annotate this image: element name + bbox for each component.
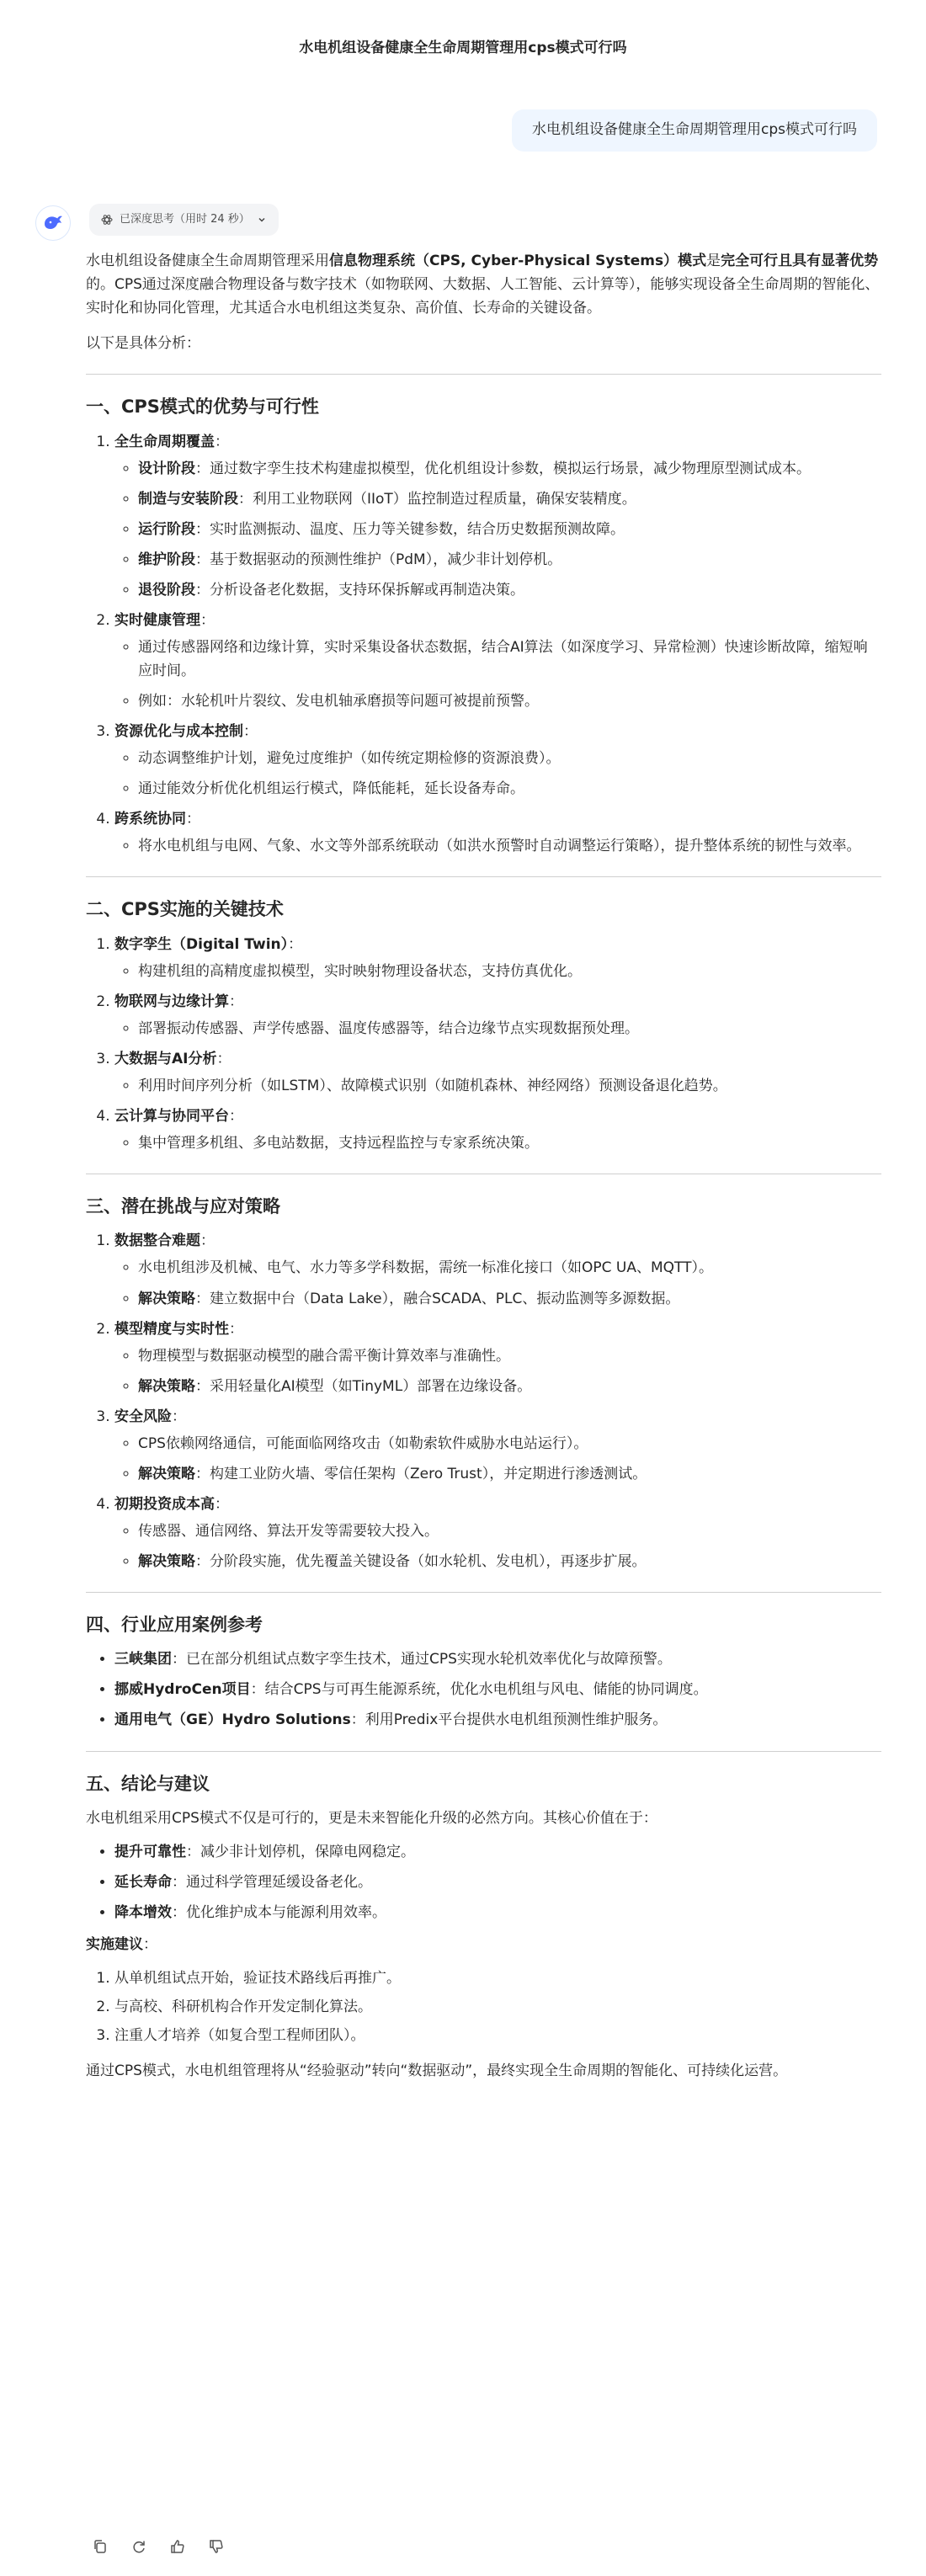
list-item: 1. 全生命周期覆盖： ◦ 设计阶段：通过数字孪生技术构建虚拟模型，优化机组设计参数，模拟运行场景，减少物理原型测试成本。 ◦ 制造与安装阶段：利用工业物联网（IIoT）监控制造过程质量，确保安装精度。 ◦ 运行阶段：实时监测振动、温度、压力等关键参数，结合历史数据预测故障。 ◦ 维护阶段：基于数据驱动的预测性维护（PdM），减少非计划停机。 ◦ 退役阶段：分析设备老化数据，支持环保拆解或再制造决策。 xyxy=(114,430,881,602)
sub-list xyxy=(114,1017,881,1041)
section-heading: 四、行业应用案例参考 xyxy=(86,1615,263,1635)
list-item: • 三峡集团：已在部分机组试点数字孪生技术，通过CPS实现水轮机效率优化与故障预警。 xyxy=(114,1647,881,1671)
sub-list xyxy=(114,636,881,713)
list-item: ◦ 解决策略：建立数据中台（Data Lake），融合SCADA、PLC、振动监测等多源数据。 xyxy=(138,1287,881,1311)
list-item: ◦ 利用时间序列分析（如LSTM）、故障模式识别（如随机森林、神经网络）预测设备退化趋势。 xyxy=(138,1074,881,1098)
numbered-list xyxy=(86,430,881,859)
thumbs-up-icon xyxy=(169,2538,186,2555)
list-item: ◦ 解决策略：分阶段实施，优先覆盖关键设备（如水轮机、发电机），再逐步扩展。 xyxy=(138,1550,881,1573)
list-item: ◦ CPS依赖网络通信，可能面临网络攻击（如勒索软件威胁水电站运行）。 xyxy=(138,1432,881,1456)
like-button[interactable] xyxy=(165,2534,190,2559)
numbered-list xyxy=(86,1967,881,2047)
list-item: • 延长寿命：通过科学管理延缓设备老化。 xyxy=(114,1871,881,1894)
list-item: ◦ 物理模型与数据驱动模型的融合需平衡计算效率与准确性。 xyxy=(138,1344,881,1368)
sub-list xyxy=(114,834,881,858)
regenerate-icon xyxy=(130,2538,147,2555)
copy-button[interactable] xyxy=(88,2534,113,2559)
sub-list xyxy=(114,1131,881,1155)
list-item: 4. 云计算与协同平台： ◦ 集中管理多机组、多电站数据，支持远程监控与专家系统决策。 xyxy=(114,1104,881,1155)
divider xyxy=(86,1592,881,1593)
section-heading: 五、结论与建议 xyxy=(86,1773,210,1794)
sub-list xyxy=(114,1256,881,1310)
whale-logo-icon xyxy=(43,214,63,232)
deep-think-toggle[interactable] xyxy=(89,204,279,236)
user-message-bubble: 水电机组设备健康全生命周期管理用cps模式可行吗 xyxy=(512,109,877,152)
list-item: ◦ 退役阶段：分析设备老化数据，支持环保拆解或再制造决策。 xyxy=(138,578,881,602)
atom-icon xyxy=(101,214,113,226)
list-item: • 挪威HydroCen项目：结合CPS与可再生能源系统，优化水电机组与风电、储能的协同调度。 xyxy=(114,1678,881,1701)
numbered-list xyxy=(86,1229,881,1573)
list-item: • 通用电气（GE）Hydro Solutions：利用Predix平台提供水电机组预测性维护服务。 xyxy=(114,1708,881,1732)
sub-list xyxy=(114,1520,881,1573)
list-item: 4. 初期投资成本高： ◦ 传感器、通信网络、算法开发等需要较大投入。 ◦ 解决策略：分阶段实施，优先覆盖关键设备（如水轮机、发电机），再逐步扩展。 xyxy=(114,1493,881,1573)
message-actions xyxy=(88,2534,229,2559)
sub-list xyxy=(114,1074,881,1098)
list-item: ◦ 集中管理多机组、多电站数据，支持远程监控与专家系统决策。 xyxy=(138,1131,881,1155)
list-item: ◦ 解决策略：构建工业防火墙、零信任架构（Zero Trust），并定期进行渗透测试。 xyxy=(138,1462,881,1486)
list-item: 2. 模型精度与实时性： ◦ 物理模型与数据驱动模型的融合需平衡计算效率与准确性。 ◦ 解决策略：采用轻量化AI模型（如TinyML）部署在边缘设备。 xyxy=(114,1317,881,1398)
divider xyxy=(86,374,881,375)
bullet-list xyxy=(86,1840,881,1924)
section-heading: 一、CPS模式的优势与可行性 xyxy=(86,397,319,418)
numbered-list xyxy=(86,933,881,1155)
assistant-avatar xyxy=(35,205,71,241)
list-item: 3. 大数据与AI分析： ◦ 利用时间序列分析（如LSTM）、故障模式识别（如随机森林、神经网络）预测设备退化趋势。 xyxy=(114,1047,881,1098)
list-item: 4. 跨系统协同： ◦ 将水电机组与电网、气象、水文等外部系统联动（如洪水预警时自动调整运行策略），提升整体系统的韧性与效率。 xyxy=(114,807,881,858)
page-title: 水电机组设备健康全生命周期管理用cps模式可行吗 xyxy=(299,40,627,56)
list-item: ◦ 维护阶段：基于数据驱动的预测性维护（PdM），减少非计划停机。 xyxy=(138,548,881,572)
dislike-button[interactable] xyxy=(204,2534,229,2559)
deep-think-label: 已深度思考（用时 24 秒） xyxy=(120,213,250,226)
sub-list xyxy=(114,960,881,983)
list-item: 3. 安全风险： ◦ CPS依赖网络通信，可能面临网络攻击（如勒索软件威胁水电站运行）。 ◦ 解决策略：构建工业防火墙、零信任架构（Zero Trust），并定期进行渗透测试。 xyxy=(114,1405,881,1486)
list-item: ◦ 传感器、通信网络、算法开发等需要较大投入。 xyxy=(138,1520,881,1543)
divider xyxy=(86,1751,881,1752)
list-item: ◦ 将水电机组与电网、气象、水文等外部系统联动（如洪水预警时自动调整运行策略），提升整体系统的韧性与效率。 xyxy=(138,834,881,858)
list-item: 3. 资源优化与成本控制： ◦ 动态调整维护计划，避免过度维护（如传统定期检修的资源浪费）。 ◦ 通过能效分析优化机组运行模式，降低能耗，延长设备寿命。 xyxy=(114,720,881,801)
list-item: 2. 物联网与边缘计算： ◦ 部署振动传感器、声学传感器、温度传感器等，结合边缘节点实现数据预处理。 xyxy=(114,990,881,1041)
list-item: • 提升可靠性：减少非计划停机，保障电网稳定。 xyxy=(114,1840,881,1864)
list-item: 1. 数字孪生（Digital Twin）： ◦ 构建机组的高精度虚拟模型，实时映射物理设备状态，支持仿真优化。 xyxy=(114,933,881,983)
list-item: ◦ 制造与安装阶段：利用工业物联网（IIoT）监控制造过程质量，确保安装精度。 xyxy=(138,487,881,511)
sub-list xyxy=(114,1432,881,1486)
sub-list xyxy=(114,1344,881,1398)
list-item: ◦ 例如：水轮机叶片裂纹、发电机轴承磨损等问题可被提前预警。 xyxy=(138,689,881,713)
list-item: ◦ 水电机组涉及机械、电气、水力等多学科数据，需统一标准化接口（如OPC UA、MQTT）。 xyxy=(138,1256,881,1280)
list-item: 1. 从单机组试点开始，验证技术路线后再推广。 xyxy=(114,1967,881,1990)
section-heading: 二、CPS实施的关键技术 xyxy=(86,899,284,920)
list-item: ◦ 构建机组的高精度虚拟模型，实时映射物理设备状态，支持仿真优化。 xyxy=(138,960,881,983)
list-item: ◦ 通过能效分析优化机组运行模式，降低能耗，延长设备寿命。 xyxy=(138,777,881,801)
intro-lead: 以下是具体分析： xyxy=(86,335,200,353)
list-item: ◦ 运行阶段：实时监测振动、温度、压力等关键参数，结合历史数据预测故障。 xyxy=(138,518,881,541)
sub-list xyxy=(114,747,881,801)
list-item: 3. 注重人才培养（如复合型工程师团队）。 xyxy=(114,2024,881,2047)
final-paragraph: 通过CPS模式，水电机组管理将从“经验驱动”转向“数据驱动”，最终实现全生命周期的智能化、可持续化运营。 xyxy=(86,2062,788,2080)
section-heading: 三、潜在挑战与应对策略 xyxy=(86,1196,280,1217)
list-item: 1. 数据整合难题： ◦ 水电机组涉及机械、电气、水力等多学科数据，需统一标准化接口（如OPC UA、MQTT）。 ◦ 解决策略：建立数据中台（Data Lake），融合SCADA、PLC、振动监测等多源数据。 xyxy=(114,1229,881,1310)
list-item: ◦ 解决策略：采用轻量化AI模型（如TinyML）部署在边缘设备。 xyxy=(138,1375,881,1398)
regenerate-button[interactable] xyxy=(126,2534,152,2559)
divider xyxy=(86,876,881,877)
list-item: 2. 实时健康管理： ◦ 通过传感器网络和边缘计算，实时采集设备状态数据，结合AI算法（如深度学习、异常检测）快速诊断故障，缩短响应时间。 ◦ 例如：水轮机叶片裂纹、发电机轴承磨损等问题可被提前预警。 xyxy=(114,609,881,713)
list-item: • 降本增效：优化维护成本与能源利用效率。 xyxy=(114,1901,881,1924)
list-item: ◦ 通过传感器网络和边缘计算，实时采集设备状态数据，结合AI算法（如深度学习、异常检测）快速诊断故障，缩短响应时间。 xyxy=(138,636,881,683)
bullet-list xyxy=(86,1647,881,1732)
thumbs-down-icon xyxy=(208,2538,225,2555)
assistant-answer xyxy=(86,249,881,2093)
chevron-down-icon xyxy=(257,215,267,225)
list-item: ◦ 设计阶段：通过数字孪生技术构建虚拟模型，优化机组设计参数，模拟运行场景，减少物理原型测试成本。 xyxy=(138,457,881,481)
subheading: 实施建议： xyxy=(86,1936,157,1954)
list-item: ◦ 动态调整维护计划，避免过度维护（如传统定期检修的资源浪费）。 xyxy=(138,747,881,770)
sub-list xyxy=(114,457,881,602)
list-item: ◦ 部署振动传感器、声学传感器、温度传感器等，结合边缘节点实现数据预处理。 xyxy=(138,1017,881,1041)
conclusion-paragraph: 水电机组采用CPS模式不仅是可行的，更是未来智能化升级的必然方向。其核心价值在于： xyxy=(86,1809,657,1827)
intro-paragraph: 水电机组设备健康全生命周期管理采用信息物理系统（CPS, Cyber-Physical Systems）模式是完全可行且具有显著优势的。CPS通过深度融合物理设备与数字技术（如物联网、大数据、人工智能、云计算等），能够实现设备全生命周期的智能化、实时化和协同化管理，尤其适合水电机组这类复杂、高价值、长寿命的关键设备。 xyxy=(86,253,880,317)
list-item: 2. 与高校、科研机构合作开发定制化算法。 xyxy=(114,1995,881,2019)
copy-icon xyxy=(92,2538,109,2555)
